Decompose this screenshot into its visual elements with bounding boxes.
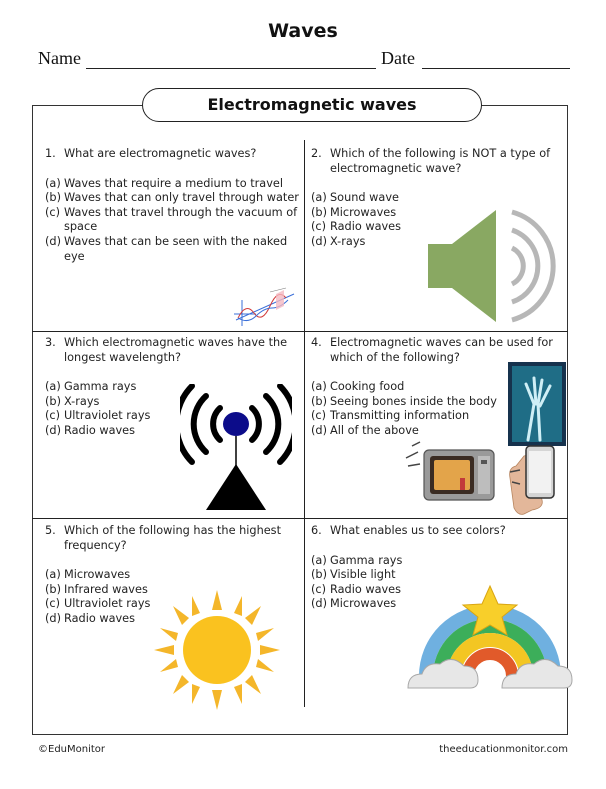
name-label: Name [38, 48, 81, 68]
xray-microwave-phone-icon [404, 360, 570, 516]
name-field[interactable] [86, 68, 376, 69]
question-1 [45, 147, 300, 264]
option-text: Radio waves [64, 423, 136, 437]
question-number: 6. [311, 524, 322, 537]
option-marker: (c) [311, 582, 327, 596]
option-text: Radio waves [330, 582, 402, 596]
option-marker: (c) [311, 220, 327, 234]
option-b[interactable] [311, 568, 563, 583]
question-text: Which of the following has the highest frequency? [64, 524, 282, 552]
question-text: What enables us to see colors? [330, 524, 506, 537]
option-text: Waves that can be seen with the naked eye [64, 234, 288, 263]
option-marker: (a) [45, 176, 61, 190]
question-text: Which of the following is NOT a type of electromagnetic wave? [330, 147, 551, 175]
option-marker: (c) [45, 205, 61, 219]
option-text: X-rays [64, 394, 100, 408]
question-number: 4. [311, 336, 322, 349]
option-text: Waves that travel through the vacuum of space [64, 205, 298, 234]
option-marker: (d) [311, 423, 327, 437]
em-wave-diagram-icon [232, 280, 298, 330]
option-text: Sound wave [330, 191, 399, 205]
footer-copyright: ©EduMonitor [38, 744, 106, 755]
radio-tower-icon [180, 384, 292, 512]
option-marker: (d) [45, 611, 61, 625]
option-a[interactable] [45, 568, 300, 583]
option-text: Ultraviolet rays [64, 409, 151, 423]
option-marker: (d) [311, 597, 327, 611]
question-text: Electromagnetic waves can be used for which of the following? [330, 336, 553, 364]
question-text: Which electromagnetic waves have the longest wavelength? [64, 336, 288, 364]
question-number: 5. [45, 524, 56, 537]
option-text: Transmitting information [330, 409, 470, 423]
option-text: Cooking food [330, 380, 405, 394]
option-a[interactable] [45, 177, 300, 192]
option-marker: (b) [45, 191, 61, 205]
option-marker: (c) [45, 409, 61, 423]
option-a[interactable] [311, 191, 563, 206]
sun-icon [152, 588, 282, 712]
option-a[interactable] [311, 554, 563, 569]
option-text: X-rays [330, 234, 366, 248]
option-marker: (b) [45, 582, 61, 596]
section-title: Electromagnetic waves [142, 88, 482, 122]
option-text: Waves that require a medium to travel [64, 176, 284, 190]
option-marker: (d) [311, 234, 327, 248]
option-text: Radio waves [330, 220, 402, 234]
option-text: All of the above [330, 423, 419, 437]
option-marker: (a) [311, 380, 327, 394]
option-marker: (d) [45, 234, 61, 248]
option-marker: (b) [311, 568, 327, 582]
option-text: Seeing bones inside the body [330, 394, 497, 408]
option-text: Waves that can only travel through water [64, 191, 299, 205]
footer-website-link[interactable]: theeducationmonitor.com [439, 744, 568, 755]
rainbow-star-icon [406, 584, 574, 700]
question-text: What are electromagnetic waves? [64, 147, 257, 160]
option-text: Gamma rays [64, 380, 137, 394]
question-number: 1. [45, 147, 56, 160]
question-number: 2. [311, 147, 322, 160]
option-marker: (a) [311, 553, 327, 567]
option-text: Ultraviolet rays [64, 597, 151, 611]
option-text: Microwaves [64, 568, 131, 582]
option-text: Radio waves [64, 611, 136, 625]
option-marker: (d) [45, 423, 61, 437]
option-marker: (c) [45, 597, 61, 611]
option-marker: (b) [311, 205, 327, 219]
question-number: 3. [45, 336, 56, 349]
row-divider-1 [32, 331, 568, 332]
date-field[interactable] [422, 68, 570, 69]
option-d[interactable] [45, 235, 300, 264]
option-marker: (b) [45, 394, 61, 408]
date-label: Date [381, 48, 415, 68]
option-text: Microwaves [330, 205, 397, 219]
option-marker: (a) [45, 568, 61, 582]
option-text: Visible light [330, 568, 396, 582]
row-divider-2 [32, 518, 568, 519]
page-title: Waves [268, 20, 338, 42]
option-marker: (a) [311, 191, 327, 205]
option-c[interactable] [45, 206, 300, 235]
option-text: Gamma rays [330, 553, 403, 567]
option-text: Infrared waves [64, 582, 148, 596]
option-marker: (b) [311, 394, 327, 408]
option-marker: (c) [311, 409, 327, 423]
option-marker: (a) [45, 380, 61, 394]
speaker-sound-icon [424, 206, 570, 326]
column-divider [304, 140, 305, 707]
option-b[interactable] [45, 191, 300, 206]
option-text: Microwaves [330, 597, 397, 611]
